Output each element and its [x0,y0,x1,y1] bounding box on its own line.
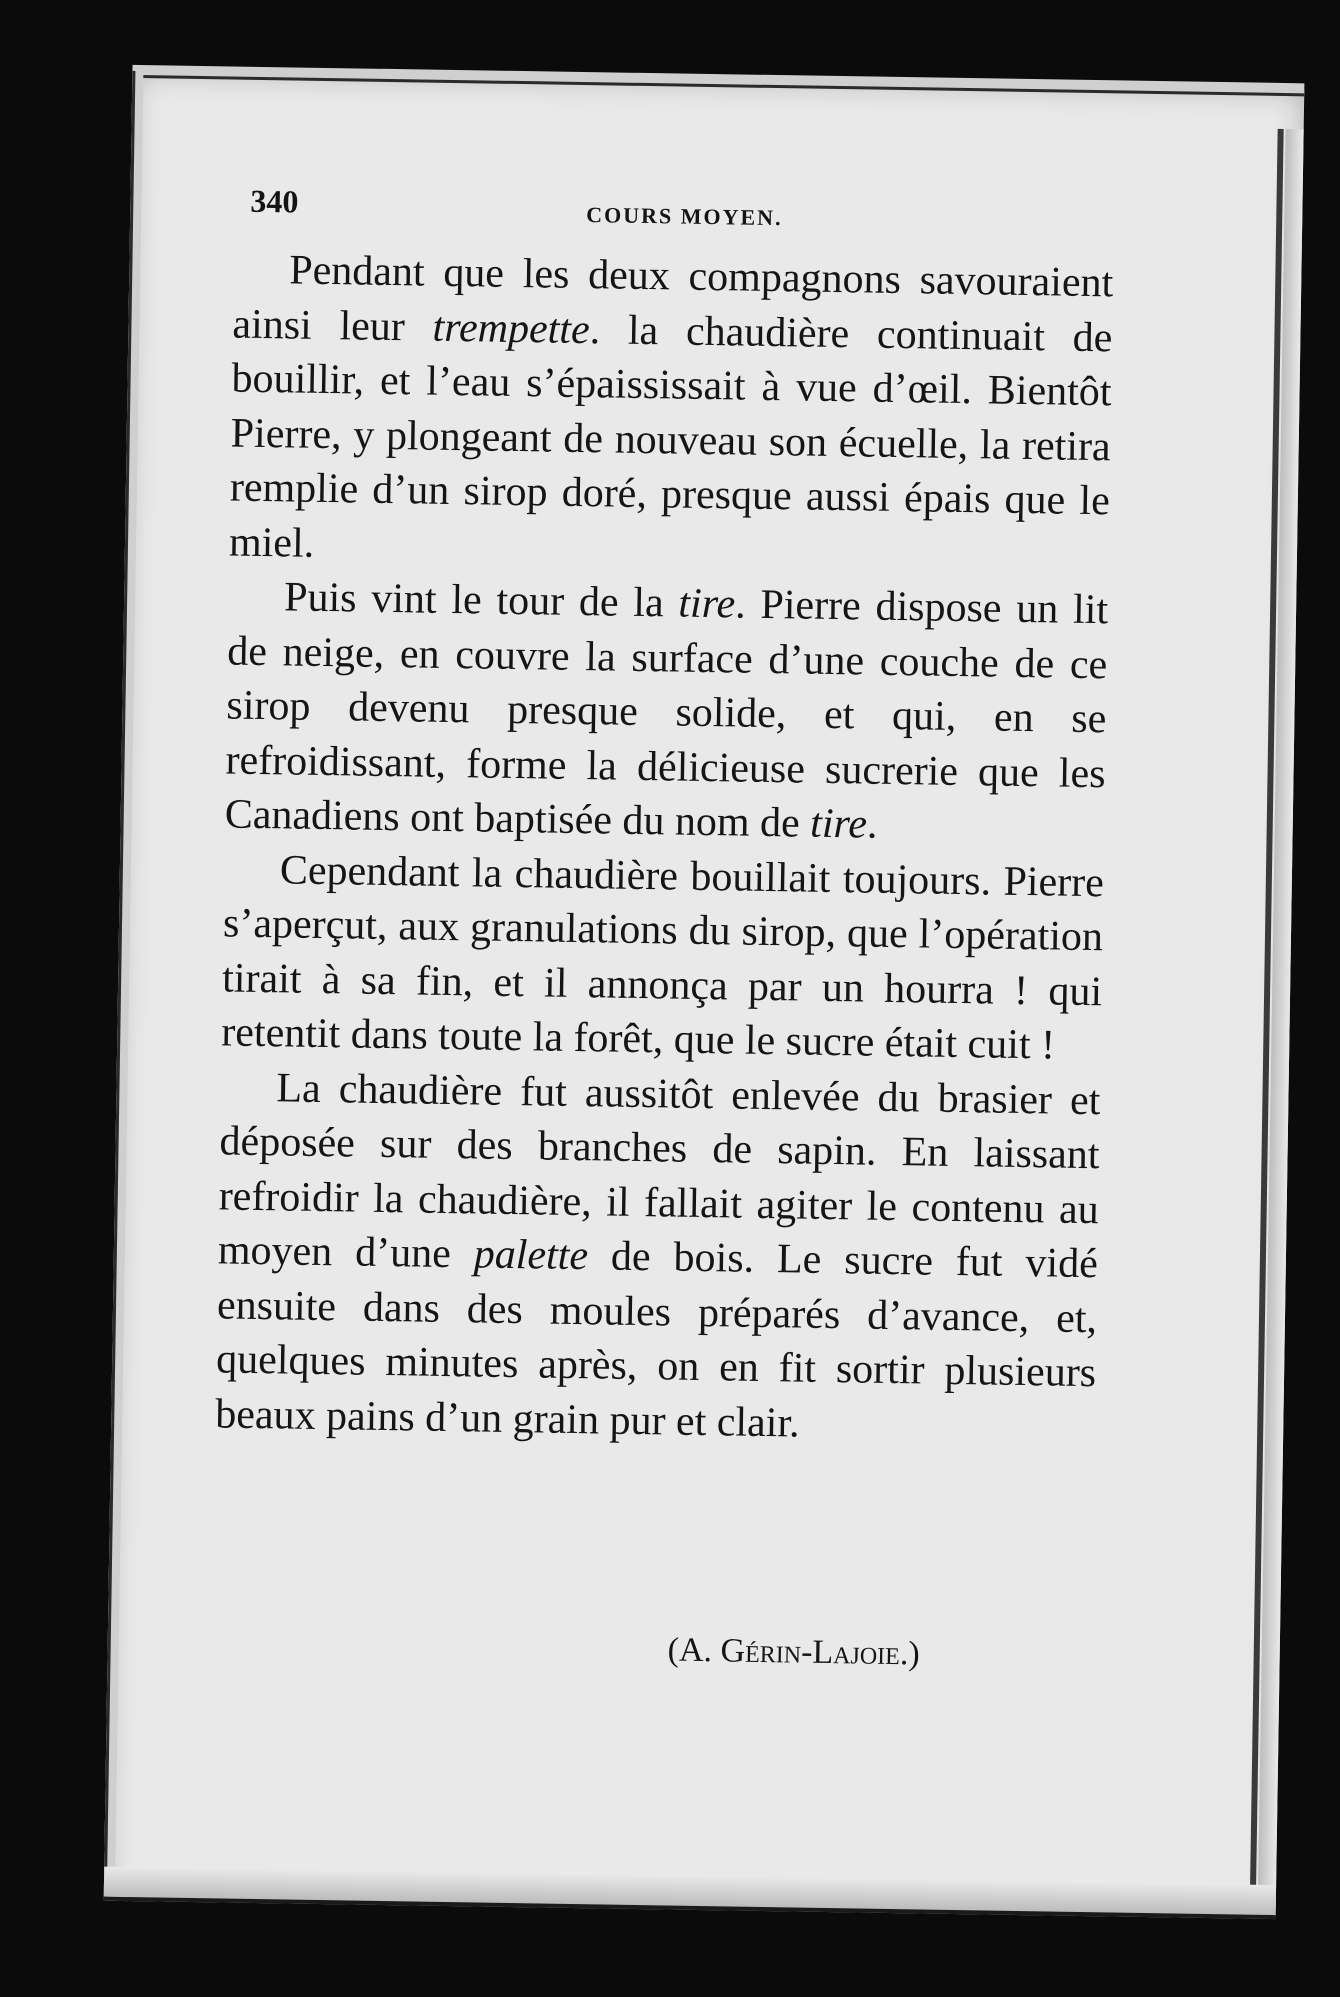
text-segment: . [866,801,878,848]
attribution-author: Gérin-Lajoie [720,1632,901,1673]
paragraph-3 [221,842,1104,1074]
text-segment: de bois. Le sucre fut vidé ensuite dans des moules préparés d’avance, et, quelques minutes après, on en fit sortir plusieurs beaux pains d’un grain pur et clair. [214,1233,1099,1447]
page-bottom-edge [104,1867,1276,1919]
running-head: COURS MOYEN. [586,202,783,231]
italic-word-tire: tire [678,580,736,628]
italic-word-tire: tire [809,800,868,848]
paragraph-2 [224,569,1108,855]
attribution [667,1632,920,1674]
page-top-edge [132,65,1304,96]
italic-word-trempette: trempette [432,304,591,353]
paragraph-1 [229,243,1114,584]
text-segment: Pendant que les deux compagnons savouraient ainsi leur [232,247,1114,351]
italic-word-palette: palette [473,1231,589,1280]
body-text [215,243,1114,1456]
attribution-close: .) [899,1635,920,1673]
text-segment: . Pierre dispose un lit de neige, en couvre la surface d’une couche de ce sirop devenu presque solide, et qui, en se refroidissant, forme la délicieuse sucrerie que les Canadiens ont baptisée du nom de [224,581,1109,847]
page-header [250,183,1151,237]
page-left-edge [104,71,144,1901]
text-segment: Puis vint le tour de la [283,574,679,627]
page-number: 340 [250,182,299,220]
attribution-open: (A. [667,1631,721,1670]
text-segment: La chaudière fut aussitôt enlevée du brasier et déposée sur des branches de sapin. En laissant refroidir la chaudière, il fallait agiter le contenu au moyen d’une [217,1064,1101,1278]
text-segment: Cependant la chaudière bouillait toujours. Pierre s’aperçut, aux granulations du sirop, que l’opération tirait à sa fin, et il annonça par un hourra ! qui retentit dans toute la forêt, que le sucre était cuit ! [220,846,1105,1069]
paragraph-4 [215,1060,1101,1455]
book-page [104,71,1305,1919]
text-segment: . la chaudière continuait de bouillir, et l’eau s’épaississait à vue d’œil. Bientôt Pierre, y plongeant de nouveau son écuelle, la retira remplie d’un sirop doré, presque aussi épais que le miel. [228,306,1113,567]
